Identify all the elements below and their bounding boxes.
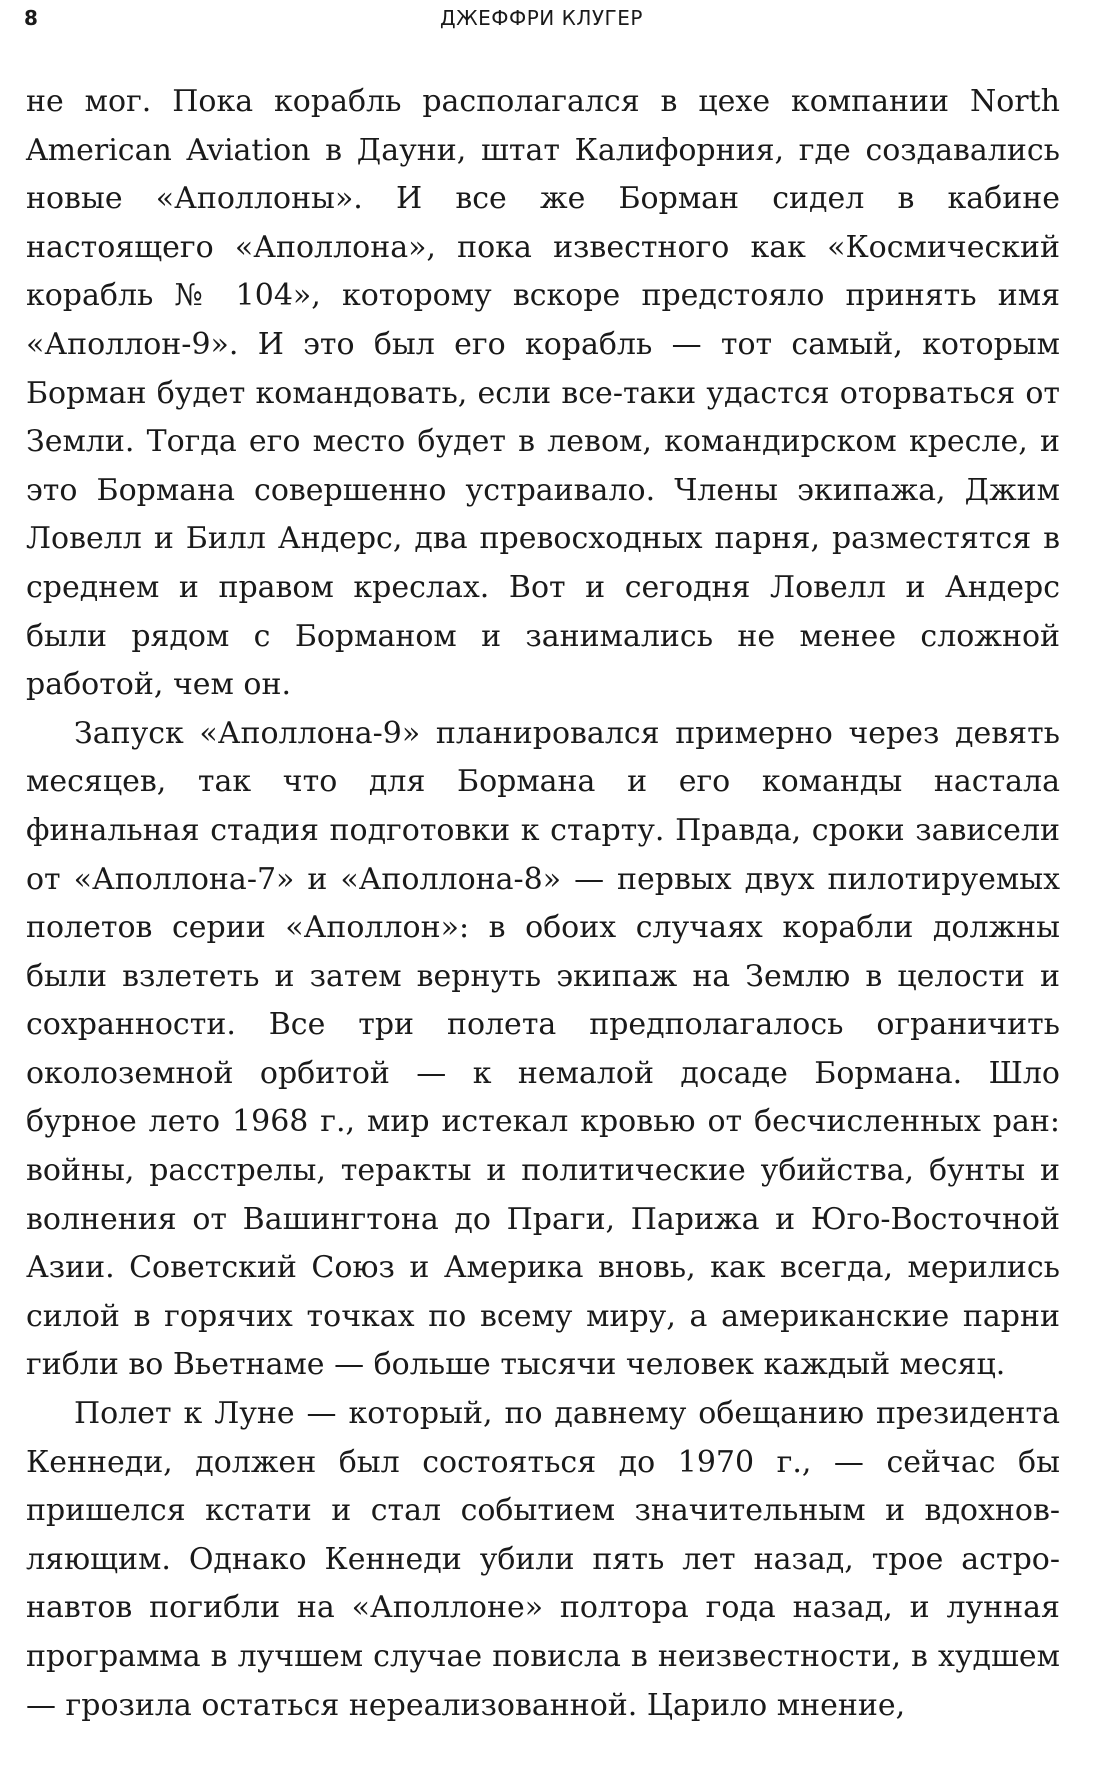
paragraph-3: Полет к Луне — который, по давнему обещанию президента Кеннеди, должен был состояться до 1970 г., — сейчас бы пришелся кстати и стал событием значительным и вдохновляющим. Однако Кеннеди убили пять лет назад, трое астронавтов погибли на «Аполлоне» полтора года назад, и лунная программа в лучшем случае повисла в неизвестности, в худшем — грозила остаться нереализованной. Царило мнение, xyxy=(26,1396,1060,1723)
running-head xyxy=(24,6,1111,36)
paragraph-2: Запуск «Аполлона-9» планировался примерно через девять месяцев, так что для Бормана и его команды настала финальная стадия подготовки к старту. Правда, сроки зависели от «Аполлона-7» и «Аполлона-8» — первых двух пилотируемых полетов серии «Аполлон»: в обоих случаях корабли должны были взлететь и затем вернуть экипаж на Землю в целости и сохранности. Все три полета предполагалось ограничить околоземной орбитой — к немалой досаде Бормана. Шло бурное лето 1968 г., мир истекал кровью от бесчисленных ран: войны, расстрелы, теракты и политические убийства, бунты и волнения от Вашингтона до Праги, Парижа и Юго-Восточной Азии. Советский Союз и Америка вновь, как всегда, мерились силой в горячих точках по всему миру, а американские парни гибли во Вьетнаме — больше тысячи человек каждый месяц. xyxy=(26,715,1060,1383)
paragraph-1: не мог. Пока корабль располагался в цехе компании North American Aviation в Дауни, штат Калифорния, где создавались новые «Аполлоны». И все же Борман сидел в кабине настоящего «Аполлона», пока известного как «Космический корабль № 104», которому вскоре предстояло принять имя «Аполлон-9». И это был его корабль — тот самый, которым Борман будет командовать, если все-таки удастся оторваться от Земли. Тогда его место будет в левом, командирском кресле, и это Бормана совершенно устраивало. Члены экипажа, Джим Ловелл и Билл Андерс, два превосходных парня, разместятся в среднем и правом креслах. Вот и сегодня Ловелл и Андерс были рядом с Борманом и занимались не менее сложной работой, чем он. xyxy=(26,84,1060,703)
body-text xyxy=(26,78,1060,1730)
running-title: ДЖЕФФРИ КЛУГЕР xyxy=(440,6,643,30)
page-number: 8 xyxy=(24,6,39,30)
